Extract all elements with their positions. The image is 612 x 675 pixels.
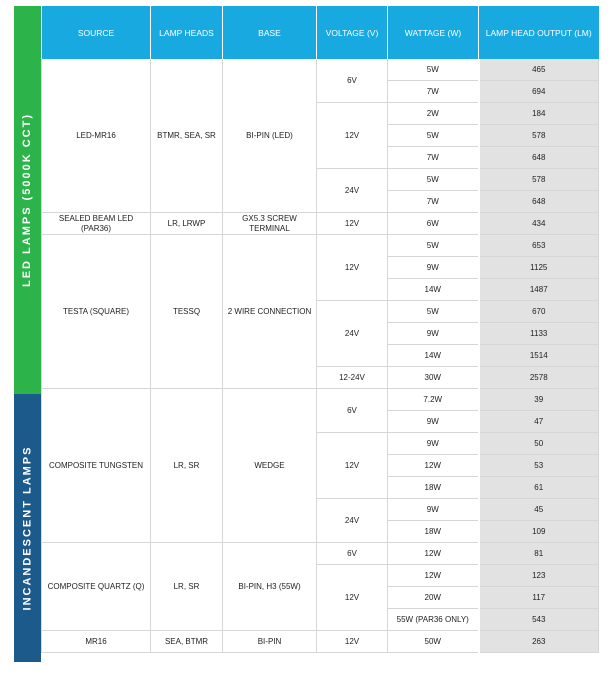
- output-cell: 465: [479, 59, 599, 81]
- header-lamp-head-output: LAMP HEAD OUTPUT (LM): [479, 6, 599, 59]
- wattage-cell: 20W: [388, 587, 479, 609]
- source-cell: MR16: [42, 631, 151, 653]
- wattage-cell: 7.2W: [388, 389, 479, 411]
- output-cell: 670: [479, 301, 599, 323]
- lamp-heads-cell: BTMR, SEA, SR: [151, 59, 223, 213]
- output-cell: 578: [479, 169, 599, 191]
- base-cell: BI-PIN (LED): [223, 59, 317, 213]
- incandescent-lamps-label: INCANDESCENT LAMPS: [21, 445, 34, 611]
- output-cell: 123: [479, 565, 599, 587]
- wattage-cell: 12W: [388, 565, 479, 587]
- source-cell: TESTA (SQUARE): [42, 235, 151, 389]
- wattage-cell: 5W: [388, 301, 479, 323]
- output-cell: 543: [479, 609, 599, 631]
- wattage-cell: 12W: [388, 455, 479, 477]
- table-row: [42, 235, 599, 257]
- wattage-cell: 12W: [388, 543, 479, 565]
- output-cell: 653: [479, 235, 599, 257]
- lamp-output-table: [41, 6, 599, 653]
- wattage-cell: 7W: [388, 191, 479, 213]
- table-row: [42, 59, 599, 81]
- output-cell: 694: [479, 81, 599, 103]
- table-row: [42, 543, 599, 565]
- base-cell: BI-PIN: [223, 631, 317, 653]
- wattage-cell: 2W: [388, 103, 479, 125]
- voltage-cell: 12V: [317, 103, 388, 169]
- wattage-cell: 9W: [388, 323, 479, 345]
- output-cell: 61: [479, 477, 599, 499]
- output-cell: 648: [479, 191, 599, 213]
- output-cell: 648: [479, 147, 599, 169]
- voltage-cell: 6V: [317, 543, 388, 565]
- wattage-cell: 18W: [388, 477, 479, 499]
- wattage-cell: 50W: [388, 631, 479, 653]
- voltage-cell: 24V: [317, 169, 388, 213]
- header-base: BASE: [223, 6, 317, 59]
- wattage-cell: 7W: [388, 81, 479, 103]
- base-cell: GX5.3 SCREW TERMINAL: [223, 213, 317, 235]
- wattage-cell: 5W: [388, 169, 479, 191]
- voltage-cell: 24V: [317, 301, 388, 367]
- output-cell: 434: [479, 213, 599, 235]
- wattage-cell: 55W (PAR36 ONLY): [388, 609, 479, 631]
- led-lamps-band: [14, 6, 41, 394]
- voltage-cell: 12V: [317, 213, 388, 235]
- table-row: [42, 213, 599, 235]
- wattage-cell: 14W: [388, 345, 479, 367]
- output-cell: 1487: [479, 279, 599, 301]
- lamp-heads-cell: SEA, BTMR: [151, 631, 223, 653]
- voltage-cell: 24V: [317, 499, 388, 543]
- voltage-cell: 12-24V: [317, 367, 388, 389]
- voltage-cell: 12V: [317, 433, 388, 499]
- output-cell: 2578: [479, 367, 599, 389]
- lamp-heads-cell: LR, SR: [151, 543, 223, 631]
- output-cell: 1125: [479, 257, 599, 279]
- lamp-heads-cell: LR, LRWP: [151, 213, 223, 235]
- source-cell: COMPOSITE QUARTZ (Q): [42, 543, 151, 631]
- table-header-row: [42, 6, 599, 59]
- wattage-cell: 5W: [388, 59, 479, 81]
- incandescent-lamps-band: [14, 394, 41, 662]
- led-lamps-label: LED LAMPS (5000K CCT): [21, 112, 34, 288]
- wattage-cell: 6W: [388, 213, 479, 235]
- base-cell: 2 WIRE CONNECTION: [223, 235, 317, 389]
- wattage-cell: 18W: [388, 521, 479, 543]
- header-voltage: VOLTAGE (V): [317, 6, 388, 59]
- wattage-cell: 9W: [388, 257, 479, 279]
- source-cell: LED-MR16: [42, 59, 151, 213]
- output-cell: 578: [479, 125, 599, 147]
- wattage-cell: 5W: [388, 235, 479, 257]
- wattage-cell: 5W: [388, 125, 479, 147]
- output-cell: 1133: [479, 323, 599, 345]
- wattage-cell: 9W: [388, 433, 479, 455]
- wattage-cell: 7W: [388, 147, 479, 169]
- wattage-cell: 9W: [388, 411, 479, 433]
- table-row: [42, 389, 599, 411]
- wattage-cell: 30W: [388, 367, 479, 389]
- header-source: SOURCE: [42, 6, 151, 59]
- output-cell: 39: [479, 389, 599, 411]
- voltage-cell: 12V: [317, 235, 388, 301]
- base-cell: WEDGE: [223, 389, 317, 543]
- wattage-cell: 9W: [388, 499, 479, 521]
- voltage-cell: 6V: [317, 389, 388, 433]
- wattage-cell: 14W: [388, 279, 479, 301]
- lamp-heads-cell: TESSQ: [151, 235, 223, 389]
- source-cell: SEALED BEAM LED (PAR36): [42, 213, 151, 235]
- header-wattage: WATTAGE (W): [388, 6, 479, 59]
- output-cell: 1514: [479, 345, 599, 367]
- voltage-cell: 6V: [317, 59, 388, 103]
- output-cell: 184: [479, 103, 599, 125]
- output-cell: 53: [479, 455, 599, 477]
- table-row: [42, 631, 599, 653]
- output-cell: 263: [479, 631, 599, 653]
- header-lamp-heads: LAMP HEADS: [151, 6, 223, 59]
- output-cell: 109: [479, 521, 599, 543]
- lamp-heads-cell: LR, SR: [151, 389, 223, 543]
- base-cell: BI-PIN, H3 (55W): [223, 543, 317, 631]
- source-cell: COMPOSITE TUNGSTEN: [42, 389, 151, 543]
- output-cell: 50: [479, 433, 599, 455]
- voltage-cell: 12V: [317, 565, 388, 631]
- voltage-cell: 12V: [317, 631, 388, 653]
- output-cell: 45: [479, 499, 599, 521]
- output-cell: 47: [479, 411, 599, 433]
- output-cell: 81: [479, 543, 599, 565]
- output-cell: 117: [479, 587, 599, 609]
